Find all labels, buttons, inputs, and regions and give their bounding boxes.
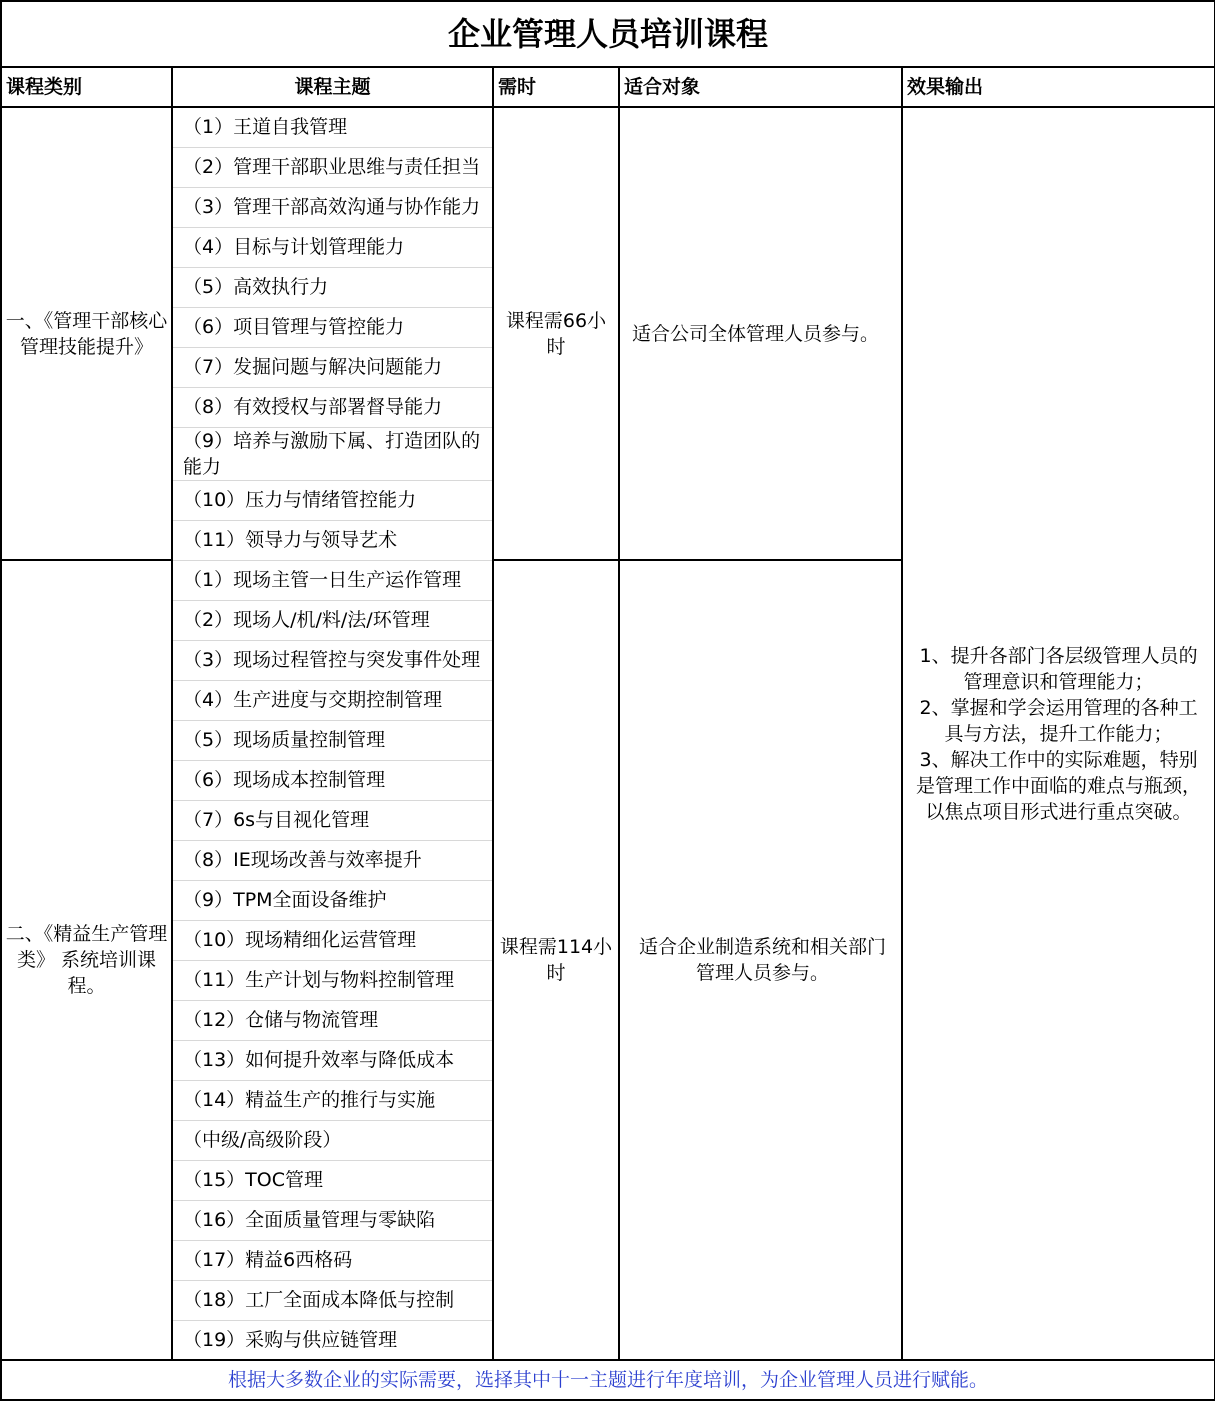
course-topic: （11）领导力与领导艺术	[172, 520, 493, 560]
header-topic: 课程主题	[172, 67, 493, 107]
course-topic: （中级/高级阶段）	[172, 1120, 493, 1160]
course-topic: （18）工厂全面成本降低与控制	[172, 1280, 493, 1320]
course-topic: （6）现场成本控制管理	[172, 760, 493, 800]
course-topic: （11）生产计划与物料控制管理	[172, 960, 493, 1000]
course-topic: （12）仓储与物流管理	[172, 1000, 493, 1040]
course-topic: （4）目标与计划管理能力	[172, 227, 493, 267]
course-topic: （6）项目管理与管控能力	[172, 307, 493, 347]
course-topic: （4）生产进度与交期控制管理	[172, 680, 493, 720]
course-category: 一、《管理干部核心管理技能提升》	[1, 107, 172, 560]
page-title: 企业管理人员培训课程	[1, 1, 1215, 67]
course-topic: （15）TOC管理	[172, 1160, 493, 1200]
course-topic: （10）压力与情绪管控能力	[172, 480, 493, 520]
course-audience: 适合企业制造系统和相关部门管理人员参与。	[619, 560, 902, 1360]
course-topic: （10）现场精细化运营管理	[172, 920, 493, 960]
course-topic: （19）采购与供应链管理	[172, 1320, 493, 1360]
course-topic: （13）如何提升效率与降低成本	[172, 1040, 493, 1080]
header-effect: 效果输出	[902, 67, 1215, 107]
course-topic: （9）TPM全面设备维护	[172, 880, 493, 920]
effect-output	[902, 107, 1215, 1360]
course-topic: （9）培养与激励下属、打造团队的能力	[172, 427, 493, 480]
header-category: 课程类别	[1, 67, 172, 107]
course-topic: （7）6s与目视化管理	[172, 800, 493, 840]
course-topic: （3）现场过程管控与突发事件处理	[172, 640, 493, 680]
course-topic: （2）管理干部职业思维与责任担当	[172, 147, 493, 187]
table-row	[1, 107, 1215, 147]
course-topic: （2）现场人/机/料/法/环管理	[172, 600, 493, 640]
course-topic: （5）高效执行力	[172, 267, 493, 307]
course-hours: 课程需114小时	[493, 560, 619, 1360]
course-audience: 适合公司全体管理人员参与。	[619, 107, 902, 560]
footer-note: 根据大多数企业的实际需要，选择其中十一主题进行年度培训，为企业管理人员进行赋能。	[1, 1360, 1215, 1400]
course-topic: （7）发掘问题与解决问题能力	[172, 347, 493, 387]
course-topic: （5）现场质量控制管理	[172, 720, 493, 760]
header-hours: 需时	[493, 67, 619, 107]
course-topic: （16）全面质量管理与零缺陷	[172, 1200, 493, 1240]
header-audience: 适合对象	[619, 67, 902, 107]
course-topic: （8）有效授权与部署督导能力	[172, 387, 493, 427]
course-topic: （17）精益6西格码	[172, 1240, 493, 1280]
effect-item: 3、解决工作中的实际难题，特别是管理工作中面临的难点与瓶颈，以焦点项目形式进行重点突破。	[916, 748, 1202, 823]
course-topic: （8）IE现场改善与效率提升	[172, 840, 493, 880]
course-topic: （1）现场主管一日生产运作管理	[172, 560, 493, 600]
course-hours: 课程需66小时	[493, 107, 619, 560]
effect-item: 1、提升各部门各层级管理人员的管理意识和管理能力；	[919, 644, 1198, 693]
effect-item: 2、掌握和学会运用管理的各种工具与方法，提升工作能力；	[919, 696, 1198, 745]
course-topic: （3）管理干部高效沟通与协作能力	[172, 187, 493, 227]
course-topic: （1）王道自我管理	[172, 107, 493, 147]
course-topic: （14）精益生产的推行与实施	[172, 1080, 493, 1120]
course-category: 二、《精益生产管理类》 系统培训课程。	[1, 560, 172, 1360]
